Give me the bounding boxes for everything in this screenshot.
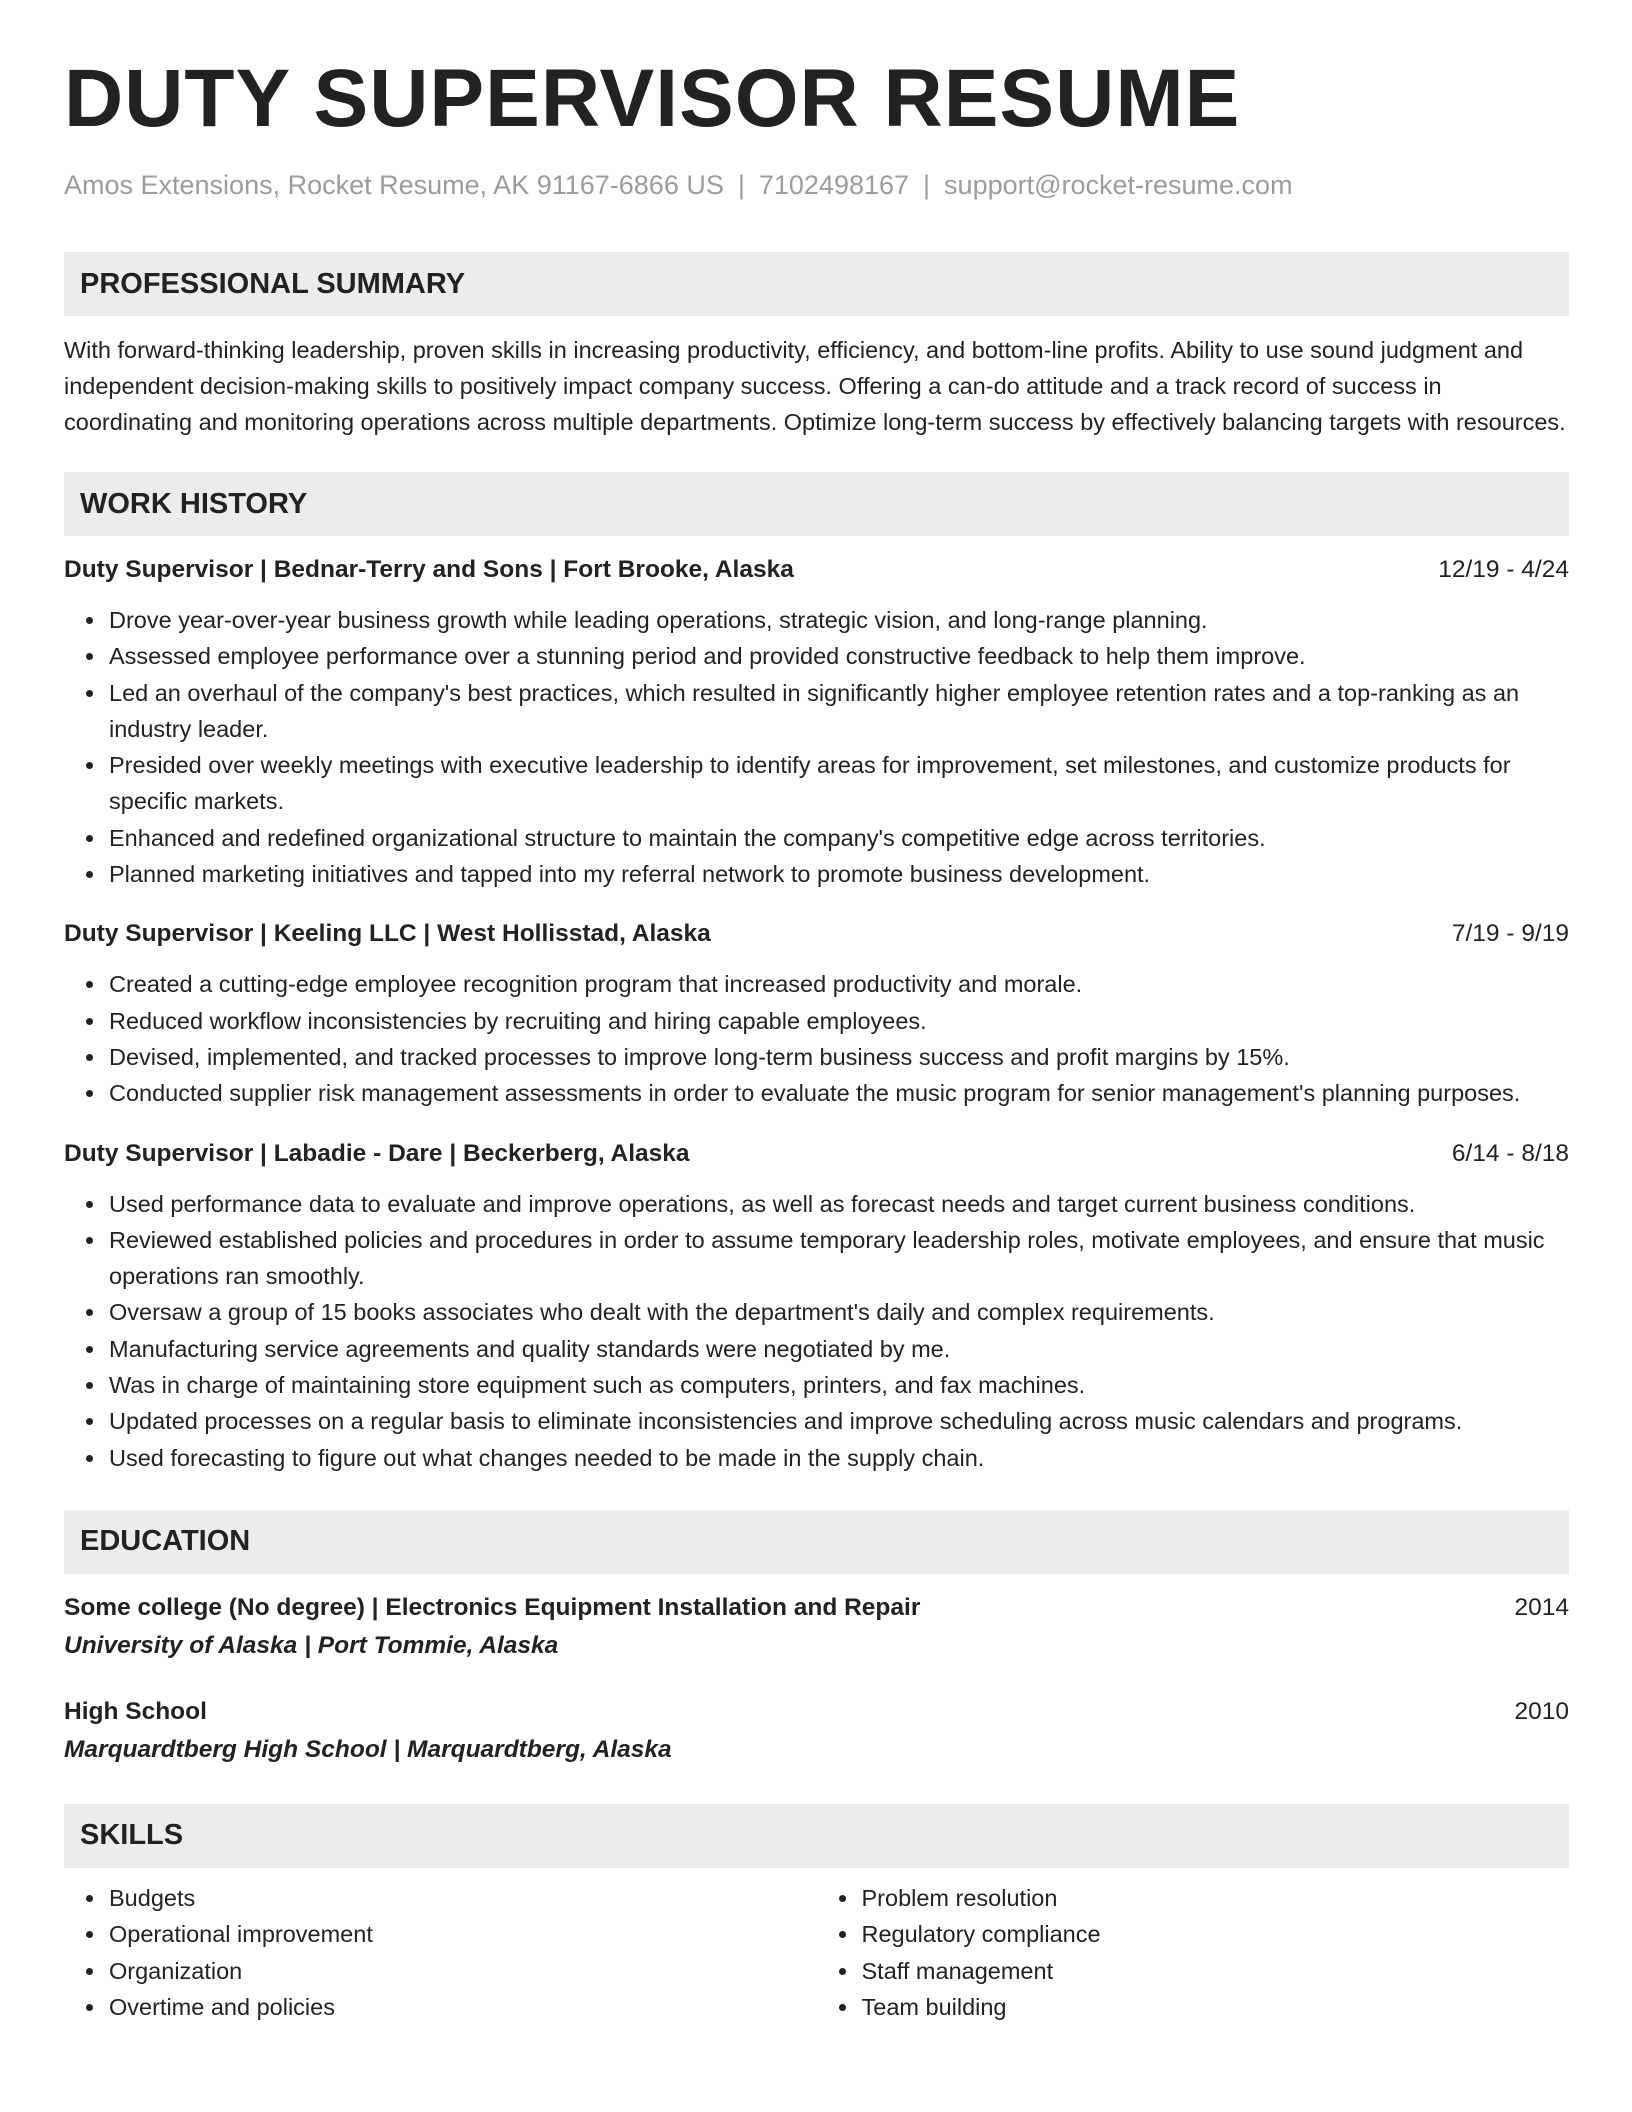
job-title: Duty Supervisor | Bednar-Terry and Sons | Fort Brooke, Alaska [64, 556, 794, 583]
contact-separator: | [737, 170, 745, 200]
education-school: University of Alaska | Port Tommie, Alaska [64, 1631, 559, 1659]
skills-list [64, 1880, 1569, 2025]
list-item: • Budgets [107, 1880, 817, 1916]
job-entry [64, 552, 1569, 892]
contact-address: Amos Extensions, Rocket Resume, AK 91167-6866 US [64, 170, 724, 200]
list-item: • Reduced workflow inconsistencies by recruiting and hiring capable employees. [107, 1003, 1569, 1039]
education-degree: Some college (No degree) | Electronics Equipment Installation and Repair [64, 1593, 921, 1621]
list-item: • Used performance data to evaluate and improve operations, as well as forecast needs and target current business conditions. [107, 1186, 1569, 1222]
list-item: • Updated processes on a regular basis to eliminate inconsistencies and improve scheduling across music calendars and programs. [107, 1403, 1569, 1439]
job-entry [64, 916, 1569, 1111]
list-item: • Devised, implemented, and tracked processes to improve long-term business success and profit margins by 15%. [107, 1039, 1569, 1075]
section-heading-skills: SKILLS [64, 1804, 1569, 1868]
list-item: • Enhanced and redefined organizational structure to maintain the company's competitive edge across territories. [107, 820, 1569, 856]
education-school: Marquardtberg High School | Marquardtberg, Alaska [64, 1735, 672, 1763]
section-heading-work-history: WORK HISTORY [64, 472, 1569, 536]
skills-column-right [817, 1880, 1570, 2025]
contact-phone: 7102498167 [758, 170, 910, 200]
education-entry [64, 1694, 1569, 1770]
job-bullet-list [64, 602, 1569, 892]
job-dates: 7/19 - 9/19 [1451, 920, 1569, 948]
contact-separator: | [923, 170, 931, 200]
list-item: • Conducted supplier risk management assessments in order to evaluate the music program for senior management's planning purposes. [107, 1075, 1569, 1111]
job-bullet-list [64, 1186, 1569, 1476]
list-item: • Operational improvement [107, 1916, 817, 1952]
section-heading-summary: PROFESSIONAL SUMMARY [64, 252, 1569, 316]
list-item: • Regulatory compliance [860, 1916, 1570, 1952]
list-item: • Planned marketing initiatives and tapped into my referral network to promote business development. [107, 856, 1569, 892]
job-title: Duty Supervisor | Labadie - Dare | Beckerberg, Alaska [64, 1139, 690, 1167]
contact-line [64, 172, 1569, 199]
resume-title: DUTY SUPERVISOR RESUME [64, 53, 1241, 144]
list-item: • Assessed employee performance over a stunning period and provided constructive feedback to help them improve. [107, 638, 1569, 674]
list-item: • Overtime and policies [107, 1989, 817, 2025]
section-heading-education: EDUCATION [64, 1510, 1569, 1574]
list-item: • Presided over weekly meetings with executive leadership to identify areas for improvement, set milestones, and customize products for specific markets. [107, 747, 1569, 820]
list-item: • Reviewed established policies and procedures in order to assume temporary leadership roles, motivate employees, and ensure that music operations ran smoothly. [107, 1222, 1569, 1295]
education-year: 2010 [1514, 1697, 1569, 1725]
list-item: • Organization [107, 1953, 817, 1989]
list-item: • Manufacturing service agreements and quality standards were negotiated by me. [107, 1331, 1569, 1367]
list-item: • Created a cutting-edge employee recognition program that increased productivity and morale. [107, 966, 1569, 1002]
list-item: • Problem resolution [860, 1880, 1570, 1916]
list-item: • Was in charge of maintaining store equipment such as computers, printers, and fax machines. [107, 1367, 1569, 1403]
contact-email: support@rocket-resume.com [944, 170, 1293, 200]
skills-column-left [64, 1880, 817, 2025]
list-item: • Team building [860, 1989, 1570, 2025]
job-dates: 12/19 - 4/24 [1438, 556, 1569, 583]
job-bullet-list [64, 966, 1569, 1111]
job-entry [64, 1136, 1569, 1476]
summary-text: With forward-thinking leadership, proven skills in increasing productivity, efficiency, and bottom-line profits. Ability to use sound judgment and independent decision-making skills to positively impact company success. Offering a can-do attitude and a track record of success in coordinating and monitoring operations across multiple departments. Optimize long-term success by effectively balancing targets with resources. [64, 337, 1566, 435]
list-item: • Oversaw a group of 15 books associates who dealt with the department's daily and complex requirements. [107, 1294, 1569, 1330]
job-dates: 6/14 - 8/18 [1451, 1139, 1569, 1167]
list-item: • Drove year-over-year business growth while leading operations, strategic vision, and long-range planning. [107, 602, 1569, 638]
education-entry [64, 1590, 1569, 1666]
education-year: 2014 [1514, 1593, 1569, 1621]
job-title: Duty Supervisor | Keeling LLC | West Hollisstad, Alaska [64, 920, 711, 948]
list-item: • Used forecasting to figure out what changes needed to be made in the supply chain. [107, 1440, 1569, 1476]
list-item: • Staff management [860, 1953, 1570, 1989]
list-item: • Led an overhaul of the company's best practices, which resulted in significantly higher employee retention rates and a top-ranking as an industry leader. [107, 675, 1569, 748]
education-degree: High School [64, 1697, 207, 1725]
